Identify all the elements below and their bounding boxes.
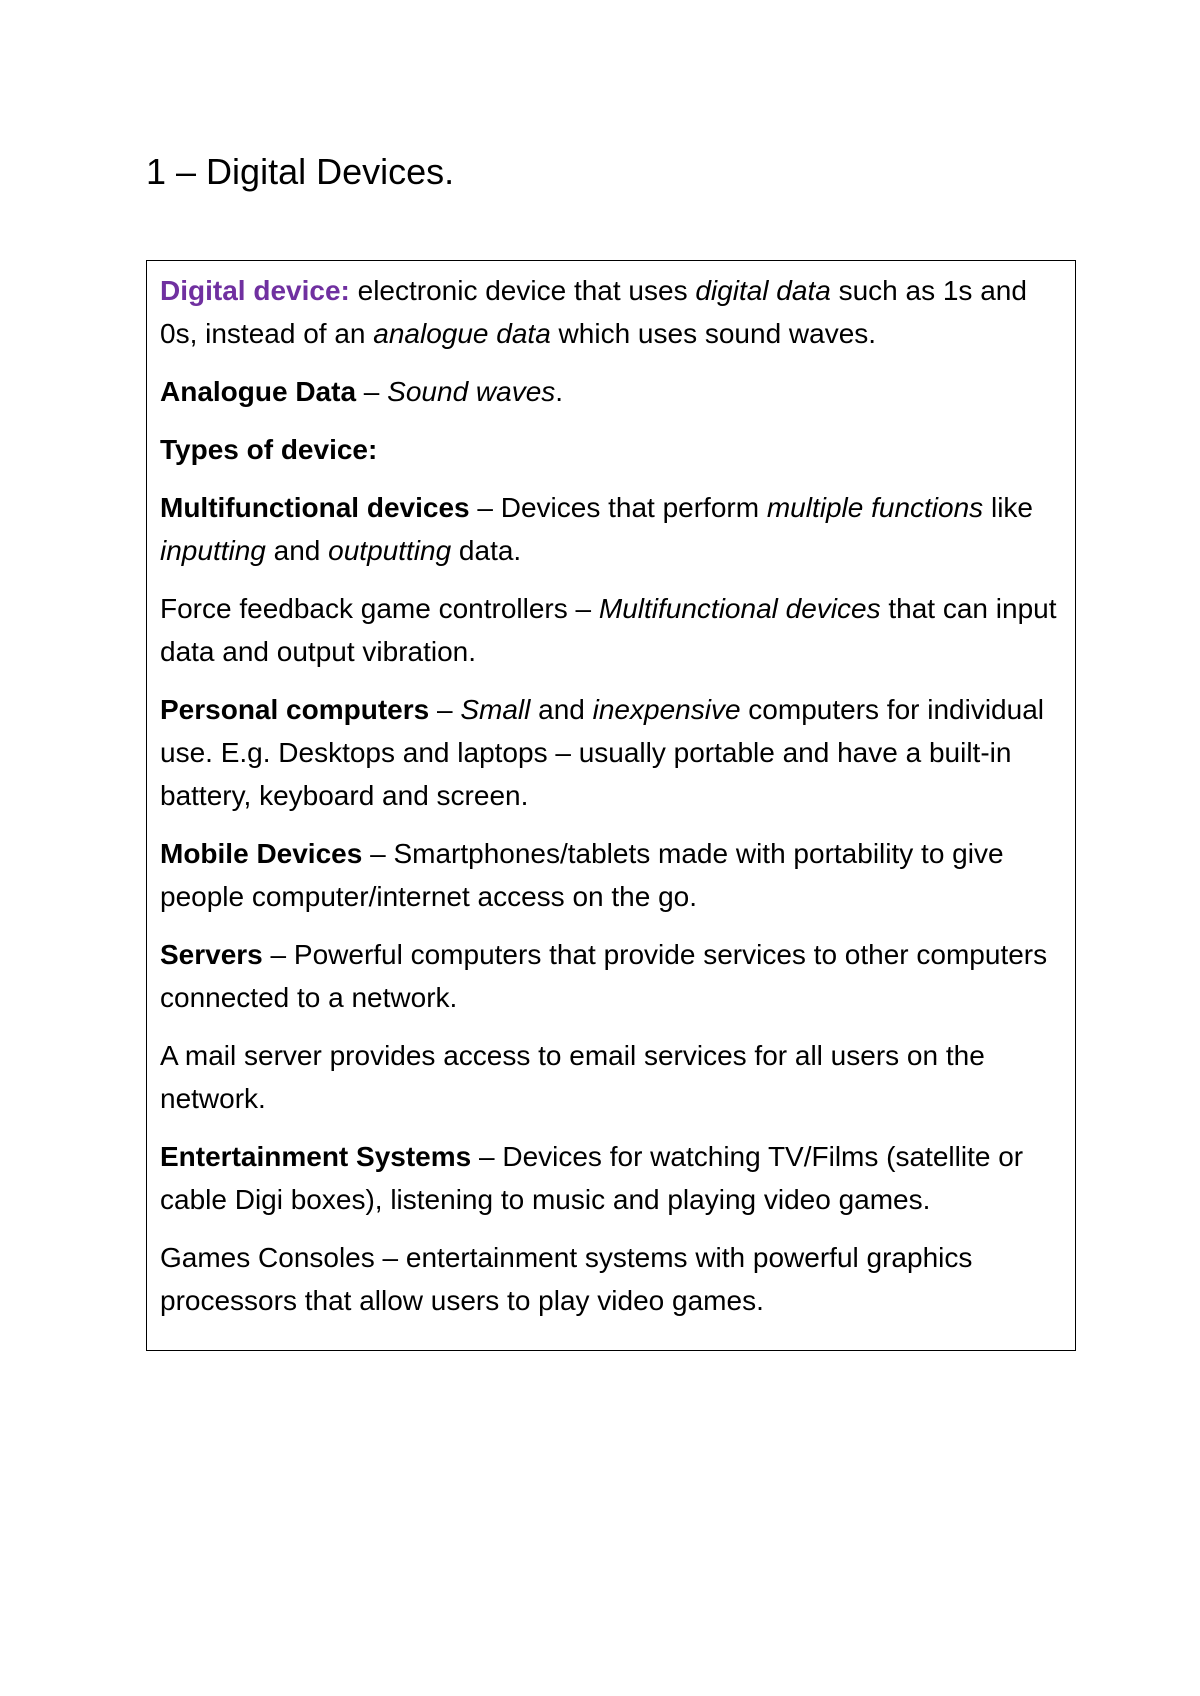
types-of-device-heading (160, 428, 1063, 471)
page-title: 1 – Digital Devices. (146, 151, 455, 192)
text-segment: electronic device that uses (349, 275, 696, 306)
emphasis-outputting: outputting (328, 535, 452, 566)
servers-definition (160, 933, 1063, 1019)
entertainment-systems-definition (160, 1135, 1063, 1221)
term-digital-device: Digital device: (160, 275, 350, 306)
text-segment: which uses sound waves. (550, 318, 877, 349)
emphasis-inexpensive: inexpensive (592, 694, 741, 725)
text-segment: computers for individual use. E.g. Desktops and laptops – usually portable and have a built-in battery, keyboard and screen. (160, 694, 1044, 811)
term-personal-computers: Personal computers (160, 694, 430, 725)
text-segment: – Powerful computers that provide services to other computers connected to a network. (160, 939, 1048, 1013)
text-segment: – (429, 694, 461, 725)
text-segment: data. (451, 535, 522, 566)
emphasis-digital-data: digital data (695, 275, 831, 306)
text-segment: like (983, 492, 1033, 523)
term-entertainment-systems: Entertainment Systems (160, 1141, 472, 1172)
text-segment: Games Consoles – entertainment systems with powerful graphics processors that allow users to play video games. (160, 1242, 973, 1316)
notes-box (146, 260, 1076, 1351)
digital-device-definition (160, 269, 1063, 355)
text-segment: and (530, 694, 593, 725)
emphasis-small: Small (460, 694, 531, 725)
emphasis-multifunctional-devices: Multifunctional devices (598, 593, 881, 624)
text-segment: – Smartphones/tablets made with portability to give people computer/internet access on the go. (160, 838, 1004, 912)
emphasis-multiple-functions: multiple functions (766, 492, 984, 523)
term-mobile-devices: Mobile Devices (160, 838, 363, 869)
text-segment: – (356, 376, 388, 407)
multifunctional-devices-definition (160, 486, 1063, 572)
games-consoles-note (160, 1236, 1063, 1322)
text-segment: Force feedback game controllers – (160, 593, 599, 624)
text-segment: and (265, 535, 329, 566)
term-analogue-data: Analogue Data (160, 376, 357, 407)
personal-computers-definition (160, 688, 1063, 817)
term-types-of-device: Types of device: (160, 434, 378, 465)
term-servers: Servers (160, 939, 263, 970)
text-segment: that can input data and output vibration. (160, 593, 1057, 667)
mail-server-note (160, 1034, 1063, 1120)
mobile-devices-definition (160, 832, 1063, 918)
emphasis-analogue-data: analogue data (373, 318, 551, 349)
force-feedback-controllers-note (160, 587, 1063, 673)
text-segment: – Devices for watching TV/Films (satellite or cable Digi boxes), listening to music and playing video games. (160, 1141, 1024, 1215)
term-multifunctional-devices: Multifunctional devices (160, 492, 470, 523)
analogue-data-definition (160, 370, 1063, 413)
text-segment: – Devices that perform (469, 492, 767, 523)
text-segment: . (555, 376, 564, 407)
text-segment: A mail server provides access to email services for all users on the network. (160, 1040, 985, 1114)
emphasis-sound-waves: Sound waves (387, 376, 556, 407)
emphasis-inputting: inputting (160, 535, 266, 566)
text-segment: such as 1s and 0s, instead of an (160, 275, 1027, 349)
